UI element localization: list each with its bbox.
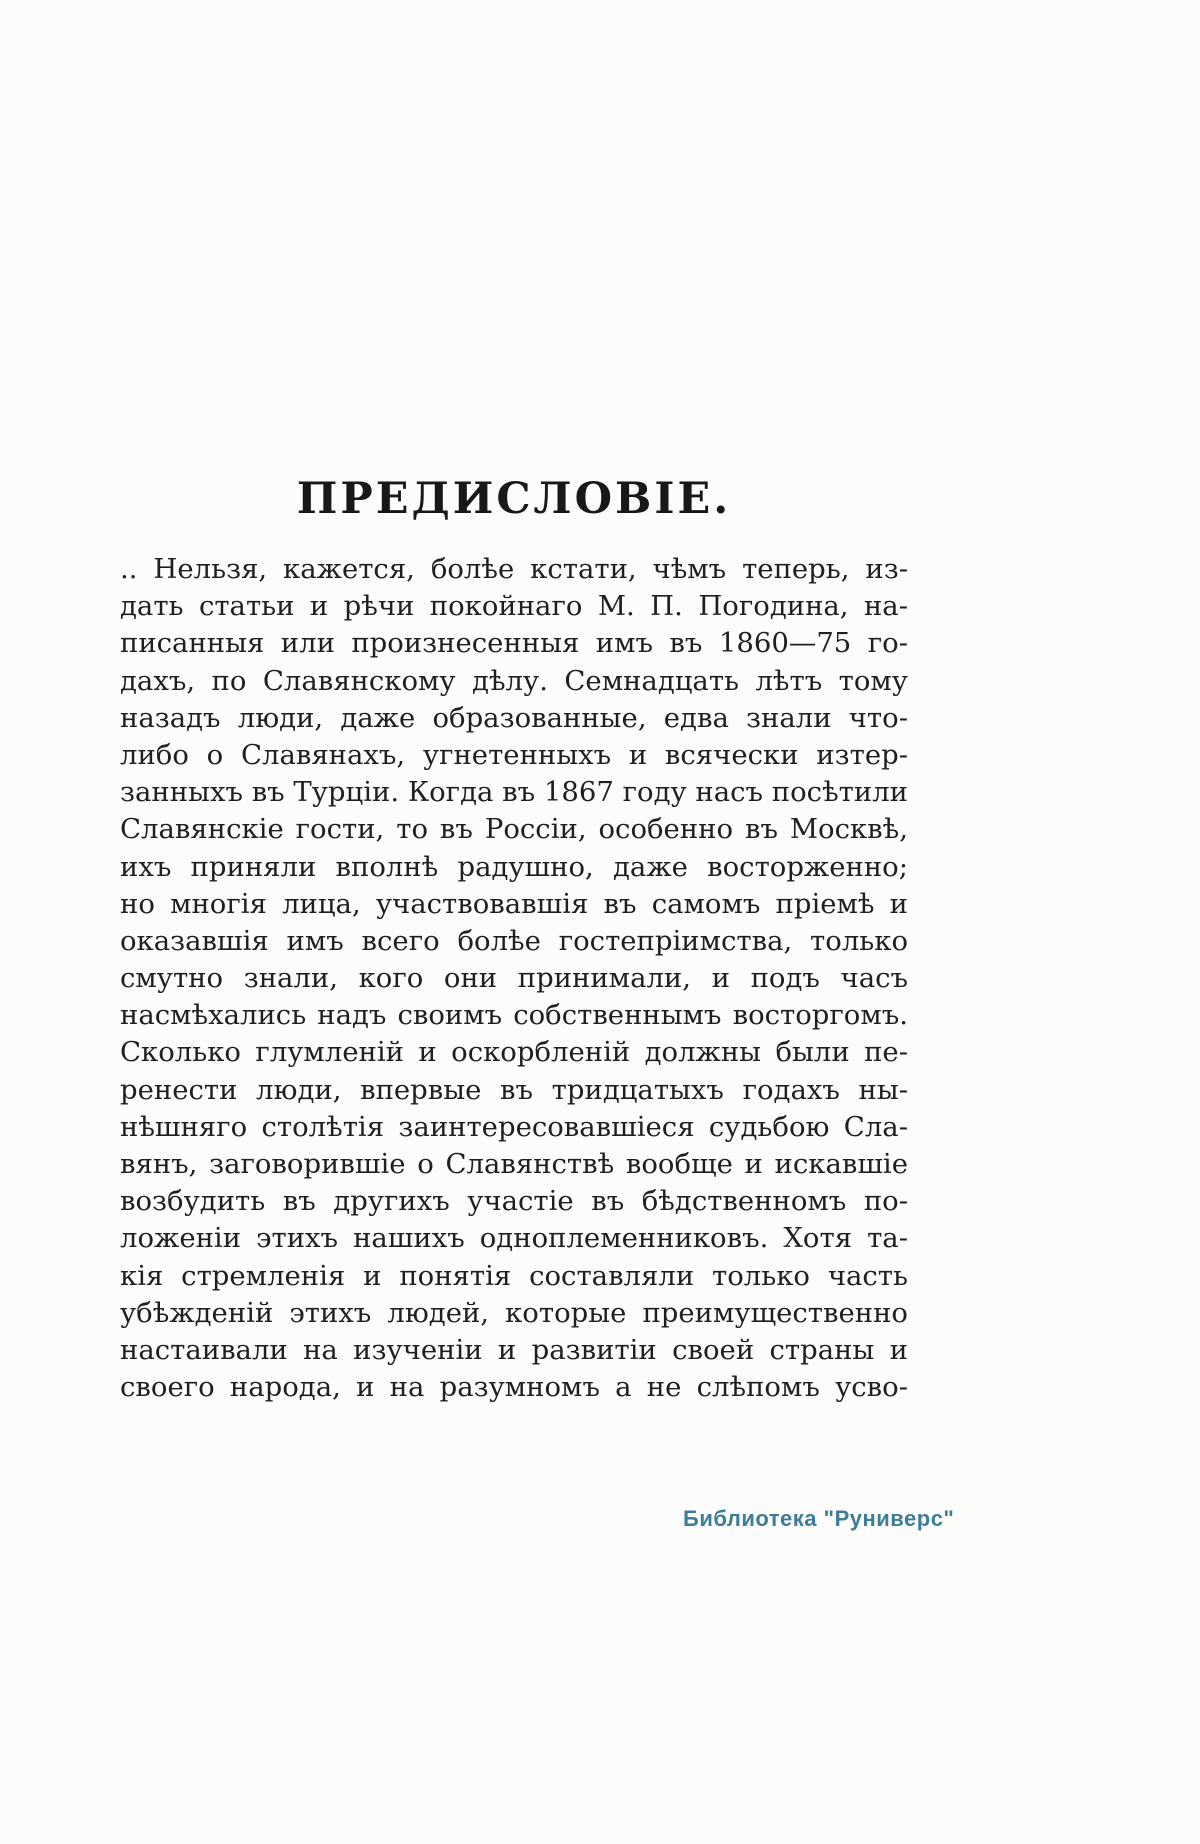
text-line: писанныя или произнесенныя имъ въ 1860—75 го- (120, 627, 908, 660)
text-line: своего народа, и на разумномъ а не слѣпомъ усво- (120, 1371, 908, 1404)
text-line: ихъ приняли вполнѣ радушно, даже восторженно; (120, 850, 908, 883)
library-watermark: Библиотека "Руниверс" (683, 1506, 955, 1531)
text-line: убѣжденій этихъ людей, которые преимущественно (120, 1296, 908, 1329)
text-line: смутно знали, кого они принимали, и подъ часъ (120, 962, 908, 995)
text-line: но многія лица, участвовавшія въ самомъ пріемѣ и (120, 887, 908, 920)
text-line: Славянскіе гости, то въ Россіи, особенно въ Москвѣ, (120, 813, 908, 846)
text-line: .. Нельзя, кажется, болѣе кстати, чѣмъ теперь, из- (120, 553, 908, 585)
text-line: оказавшія имъ всего болѣе гостепріимства, только (120, 924, 908, 957)
text-line: назадъ люди, даже образованные, едва знали что- (120, 701, 908, 734)
text-line: Сколько глумленій и оскорбленій должны были пе- (120, 1036, 908, 1069)
text-line: занныхъ въ Турціи. Когда въ 1867 году насъ посѣтили (120, 776, 908, 809)
page-title: ПРЕДИСЛОВІЕ. (296, 474, 732, 524)
text-line: ренести люди, впервые въ тридцатыхъ годахъ ны- (120, 1073, 908, 1106)
text-line: кія стремленія и понятія составляли только часть (120, 1259, 908, 1292)
text-line: вянъ, заговорившіе о Славянствѣ вообще и искавшіе (120, 1148, 908, 1180)
text-line: нѣшняго столѣтія заинтересовавшіеся судьбою Сла- (120, 1110, 908, 1143)
text-line: дать статьи и рѣчи покойнаго М. П. Погодина, на- (120, 590, 908, 623)
body-text (120, 551, 908, 1406)
text-line: возбудить въ другихъ участіе въ бѣдственномъ по- (120, 1185, 908, 1218)
text-line: настаивали на изученіи и развитіи своей страны и (120, 1333, 908, 1366)
text-line: ложеніи этихъ нашихъ одноплеменниковъ. Хотя та- (120, 1222, 908, 1255)
text-line: либо о Славянахъ, угнетенныхъ и всячески изтер- (120, 738, 908, 771)
text-line: насмѣхались надъ своимъ собственнымъ восторгомъ. (120, 999, 908, 1032)
text-line: дахъ, по Славянскому дѣлу. Семнадцать лѣтъ тому (120, 664, 908, 697)
